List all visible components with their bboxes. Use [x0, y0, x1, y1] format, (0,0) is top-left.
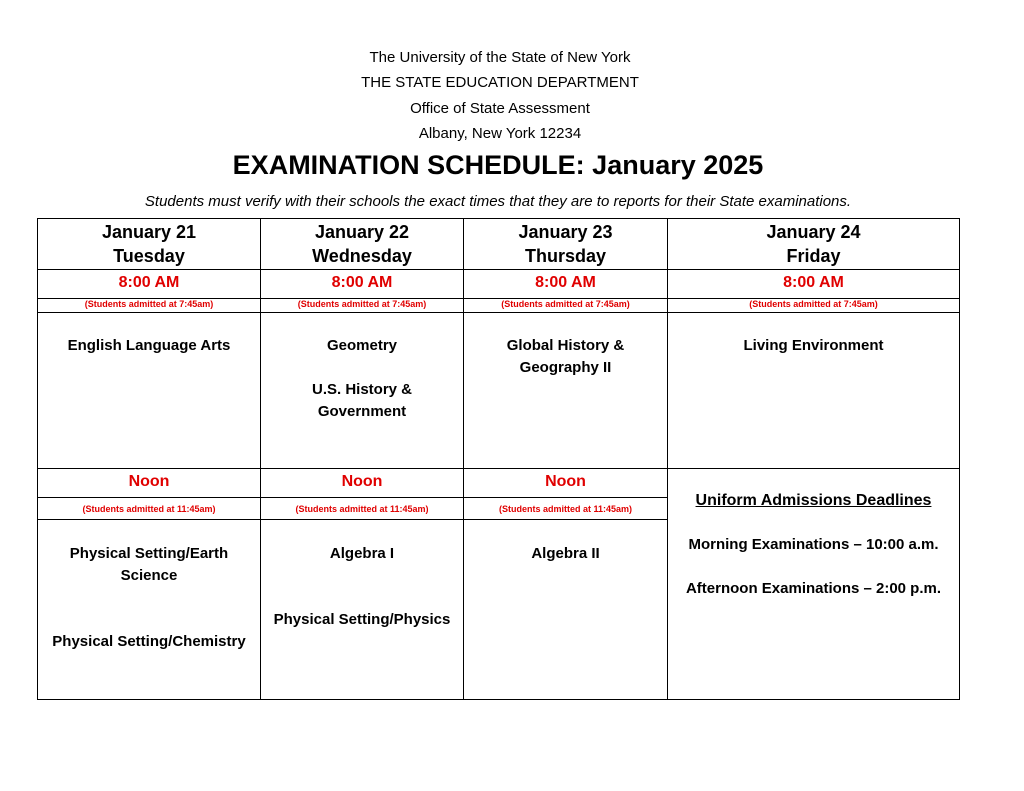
am-exams-jan22: [261, 313, 464, 469]
pm-exams-jan21: [38, 520, 261, 700]
am-admit-note: (Students admitted at 7:45am): [464, 299, 668, 313]
day-header-jan21: [38, 219, 261, 270]
pm-time-row: [38, 469, 960, 498]
exam-name: U.S. History & Government: [311, 381, 413, 420]
morning-deadline: Morning Examinations – 10:00 a.m.: [688, 536, 939, 553]
pm-admit-note: (Students admitted at 11:45am): [38, 498, 261, 520]
header-line-address: Albany, New York 12234: [418, 125, 582, 142]
day-header-jan22: [261, 219, 464, 270]
exam-name: Living Environment: [743, 337, 884, 354]
exam-name: Physical Setting/Physics: [273, 611, 451, 628]
day-weekday: Friday: [786, 246, 841, 266]
am-time: 8:00 AM: [261, 270, 464, 299]
am-time: 8:00 AM: [38, 270, 261, 299]
schedule-note: Students must verify with their schools the exact times that they are to reports for their State examinations.: [144, 193, 852, 210]
exam-name: English Language Arts: [67, 337, 231, 354]
day-date: January 23: [518, 222, 613, 242]
uniform-admissions-deadlines: [668, 469, 960, 700]
am-admit-note: (Students admitted at 7:45am): [668, 299, 960, 313]
am-admit-row: [38, 299, 960, 313]
header-line-department: THE STATE EDUCATION DEPARTMENT: [361, 74, 639, 91]
day-header-jan23: [464, 219, 668, 270]
am-exams-jan23: [464, 313, 668, 469]
am-time: 8:00 AM: [464, 270, 668, 299]
am-exams-jan21: [38, 313, 261, 469]
day-weekday: Thursday: [524, 246, 607, 266]
exam-name: Geometry: [326, 337, 398, 354]
am-exam-row: [38, 313, 960, 469]
am-admit-note: (Students admitted at 7:45am): [38, 299, 261, 313]
pm-admit-note: (Students admitted at 11:45am): [464, 498, 668, 520]
exam-name: Algebra I: [329, 545, 395, 562]
page-title: EXAMINATION SCHEDULE: January 2025: [232, 150, 764, 180]
pm-admit-note: (Students admitted at 11:45am): [261, 498, 464, 520]
pm-time: Noon: [464, 469, 668, 498]
am-time-row: [38, 270, 960, 299]
pm-exams-jan22: [261, 520, 464, 700]
pm-time: Noon: [38, 469, 261, 498]
exam-name: Physical Setting/Earth Science: [69, 545, 229, 584]
am-time: 8:00 AM: [668, 270, 960, 299]
exam-name: Algebra II: [531, 545, 600, 562]
day-header-jan24: [668, 219, 960, 270]
afternoon-deadline: Afternoon Examinations – 2:00 p.m.: [685, 580, 942, 597]
header-line-university: The University of the State of New York: [369, 49, 631, 66]
day-header-row: [38, 219, 960, 270]
pm-exams-jan23: [464, 520, 668, 700]
pm-time: Noon: [261, 469, 464, 498]
day-date: January 24: [766, 222, 861, 242]
exam-schedule-table: [37, 218, 960, 700]
day-weekday: Wednesday: [312, 246, 412, 266]
am-admit-note: (Students admitted at 7:45am): [261, 299, 464, 313]
am-exams-jan24: [668, 313, 960, 469]
exam-name: Global History & Geography II: [506, 337, 625, 376]
day-date: January 22: [314, 222, 410, 242]
day-weekday: Tuesday: [113, 246, 185, 266]
deadlines-title: Uniform Admissions Deadlines: [695, 492, 932, 509]
day-date: January 21: [101, 222, 197, 242]
header-line-office: Office of State Assessment: [410, 100, 590, 117]
exam-name: Physical Setting/Chemistry: [52, 633, 246, 650]
